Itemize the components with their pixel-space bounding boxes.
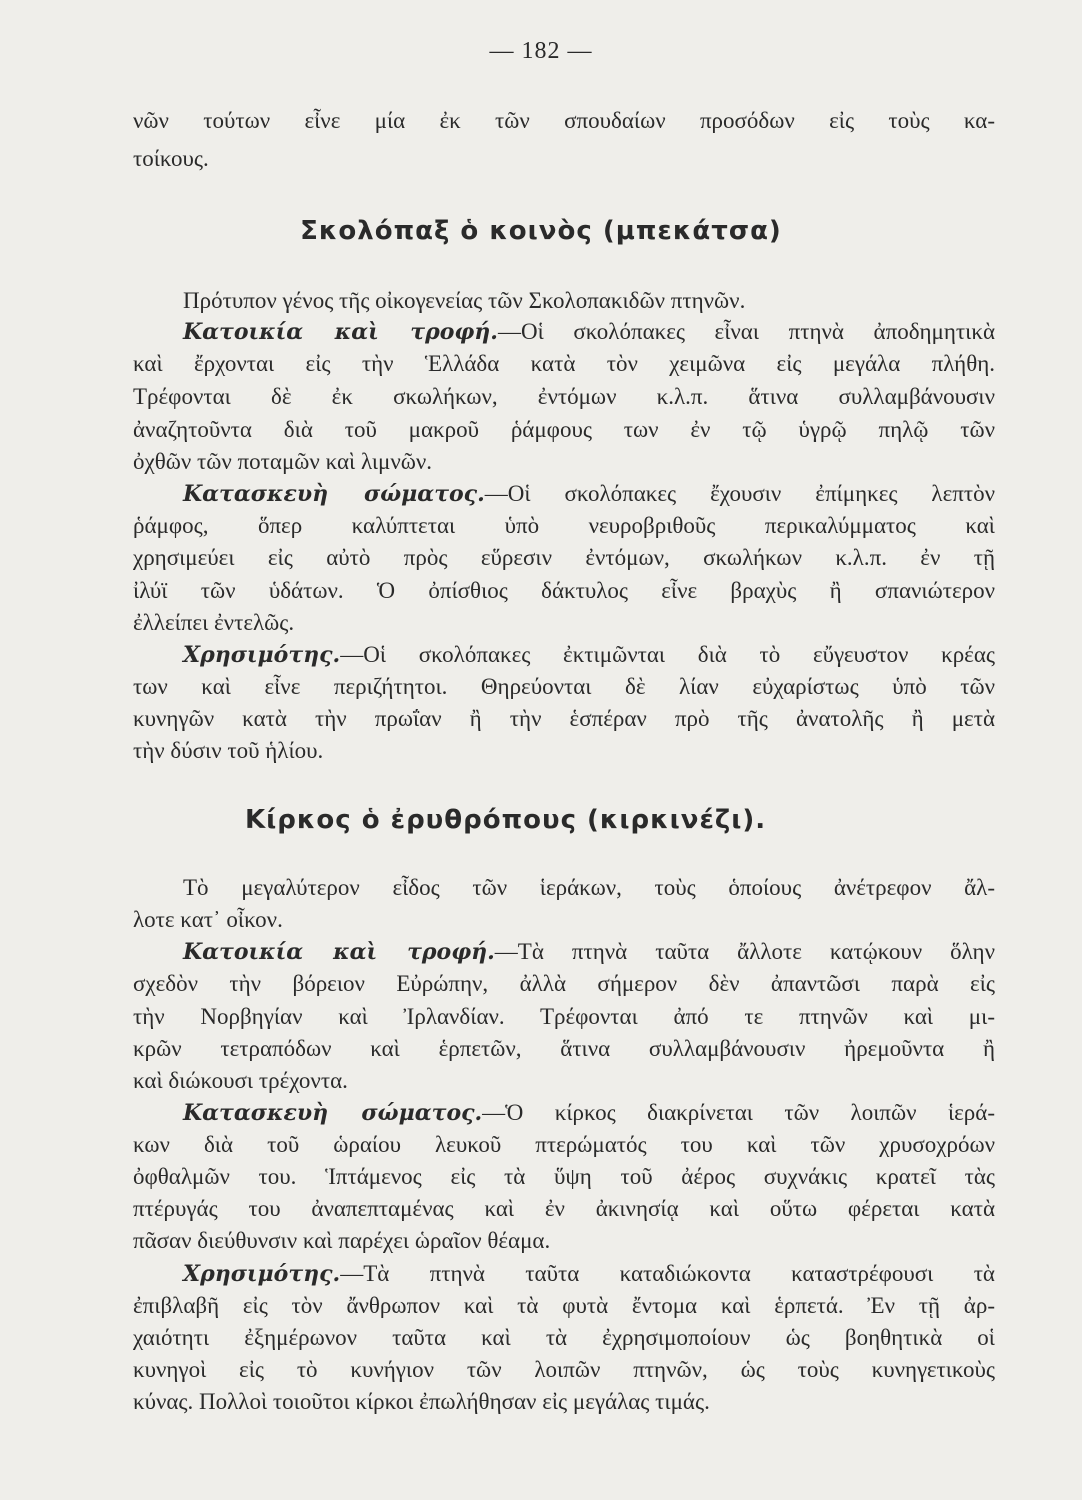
- paragraph-first-line: [183, 1259, 995, 1289]
- text-line: Τρέφονται δὲ ἐκ σκωλήκων, ἐντόμων κ.λ.π. ἅτινα συλλαμβάνουσιν: [133, 384, 995, 409]
- paragraph-text: —Τὰ πτηνὰ ταῦτα ἄλλοτε κατῴκουν ὅλην: [494, 939, 995, 964]
- text-line: κων διὰ τοῦ ὡραίου λευκοῦ πτερώματός του καὶ τῶν χρυσοχρόων: [133, 1132, 995, 1157]
- text-line: ῥάμφος, ὅπερ καλύπτεται ὑπὸ νευροβριθοῦς περικαλύμματος καὶ: [133, 513, 995, 538]
- text-line: καὶ ἔρχονται εἰς τὴν Ἑλλάδα κατὰ τὸν χειμῶνα εἰς μεγάλα πλήθη.: [133, 351, 995, 376]
- text-line: σχεδὸν τὴν βόρειον Εὐρώπην, ἀλλὰ σήμερον δὲν ἀπαντῶσι παρὰ εἰς: [133, 971, 995, 996]
- text-line: κύνας. Πολλοὶ τοιοῦτοι κίρκοι ἐπωλήθησαν εἰς μεγάλας τιμάς.: [133, 1389, 710, 1414]
- page-number: — 182 —: [489, 38, 593, 64]
- paragraph-lead: Κατασκευὴ σώματος.: [183, 1100, 483, 1126]
- text-line: τὴν δύσιν τοῦ ἡλίου.: [133, 738, 324, 763]
- text-line: Πρότυπον γένος τῆς οἰκογενείας τῶν Σκολοπακιδῶν πτηνῶν.: [183, 288, 746, 313]
- text-line: ἐπιβλαβῆ εἰς τὸν ἄνθρωπον καὶ τὰ φυτὰ ἔντομα καὶ ἑρπετά. Ἐν τῇ ἀρ-: [133, 1293, 995, 1318]
- text-line: ὀχθῶν τῶν ποταμῶν καὶ λιμνῶν.: [133, 449, 433, 474]
- section-heading-woodcock: Σκολόπαξ ὁ κοινὸς (μπεκάτσα): [300, 216, 782, 246]
- text-line: κρῶν τετραπόδων καὶ ἑρπετῶν, ἅτινα συλλαμβάνουσιν ἠρεμοῦντα ἢ: [133, 1036, 995, 1061]
- text-line: τὴν Νορβηγίαν καὶ Ἰρλανδίαν. Τρέφονται ἀπό τε πτηνῶν καὶ μι-: [133, 1004, 995, 1029]
- paragraph-text: —Οἱ σκολόπακες ἔχουσιν ἐπίμηκες λεπτὸν: [484, 481, 995, 506]
- paragraph-text: —Τὰ πτηνὰ ταῦτα καταδιώκοντα καταστρέφουσι τὰ: [340, 1261, 995, 1286]
- text-line: πᾶσαν διεύθυνσιν καὶ παρέχει ὡραῖον θέαμα.: [133, 1228, 551, 1253]
- text-line: τοίκους.: [133, 146, 209, 171]
- paragraph-lead: Κατοικία καὶ τροφή.: [183, 939, 495, 965]
- text-line: λοτε κατ᾽ οἶκον.: [133, 907, 283, 932]
- text-line: των καὶ εἶνε περιζήτητοι. Θηρεύονται δὲ λίαν εὐχαρίστως ὑπὸ τῶν: [133, 674, 995, 699]
- text-line: καὶ διώκουσι τρέχοντα.: [133, 1068, 348, 1093]
- paragraph-first-line: [183, 937, 995, 967]
- paragraph-lead: Κατοικία καὶ τροφή.: [183, 319, 498, 345]
- paragraph-first-line: [183, 479, 995, 509]
- paragraph-text: —Οἱ σκολόπακες ἐκτιμῶνται διὰ τὸ εὔγευστον κρέας: [340, 642, 995, 667]
- paragraph-first-line: [183, 317, 995, 347]
- text-line: χαιότητι ἐξημέρωνον ταῦτα καὶ τὰ ἐχρησιμοποίουν ὡς βοηθητικὰ οἱ: [133, 1325, 995, 1350]
- text-line: πτέρυγάς του ἀναπεπταμένας καὶ ἐν ἀκινησίᾳ καὶ οὕτω φέρεται κατὰ: [133, 1196, 995, 1221]
- text-line: χρησιμεύει εἰς αὐτὸ πρὸς εὕρεσιν ἐντόμων, σκωλήκων κ.λ.π. ἐν τῇ: [133, 545, 995, 570]
- paragraph-lead: Χρησιμότης.: [183, 642, 341, 668]
- text-line: ὀφθαλμῶν του. Ἱπτάμενος εἰς τὰ ὕψη τοῦ ἀέρος συχνάκις κρατεῖ τὰς: [133, 1164, 995, 1189]
- text-line: ἰλύϊ τῶν ὑδάτων. Ὁ ὀπίσθιος δάκτυλος εἶνε βραχὺς ἢ σπανιώτερον: [133, 578, 995, 603]
- paragraph-first-line: [183, 1098, 995, 1128]
- text-line: κυνηγοὶ εἰς τὸ κυνήγιον τῶν λοιπῶν πτηνῶν, ὡς τοὺς κυνηγετικοὺς: [133, 1357, 995, 1382]
- section-heading-harrier: Κίρκος ὁ ἐρυθρόπους (κιρκινέζι).: [245, 805, 767, 835]
- paragraph-text: —Ὁ κίρκος διακρίνεται τῶν λοιπῶν ἱερά-: [482, 1100, 995, 1125]
- paragraph-first-line: [183, 640, 995, 670]
- paragraph-lead: Χρησιμότης.: [183, 1261, 341, 1287]
- text-line: ἀναζητοῦντα διὰ τοῦ μακροῦ ῥάμφους των ἐν τῷ ὑγρῷ πηλῷ τῶν: [133, 417, 995, 442]
- paragraph-lead: Κατασκευὴ σώματος.: [183, 481, 485, 507]
- paragraph-text: —Οἱ σκολόπακες εἶναι πτηνὰ ἀποδημητικὰ: [497, 319, 995, 344]
- text-line: ἐλλείπει ἐντελῶς.: [133, 610, 295, 635]
- text-line: Τὸ μεγαλύτερον εἶδος τῶν ἱεράκων, τοὺς ὁποίους ἀνέτρεφον ἄλ-: [183, 875, 995, 900]
- text-line: κυνηγῶν κατὰ τὴν πρωΐαν ἢ τὴν ἑσπέραν πρὸ τῆς ἀνατολῆς ἢ μετὰ: [133, 706, 995, 731]
- text-line: νῶν τούτων εἶνε μία ἐκ τῶν σπουδαίων προσόδων εἰς τοὺς κα-: [133, 108, 995, 133]
